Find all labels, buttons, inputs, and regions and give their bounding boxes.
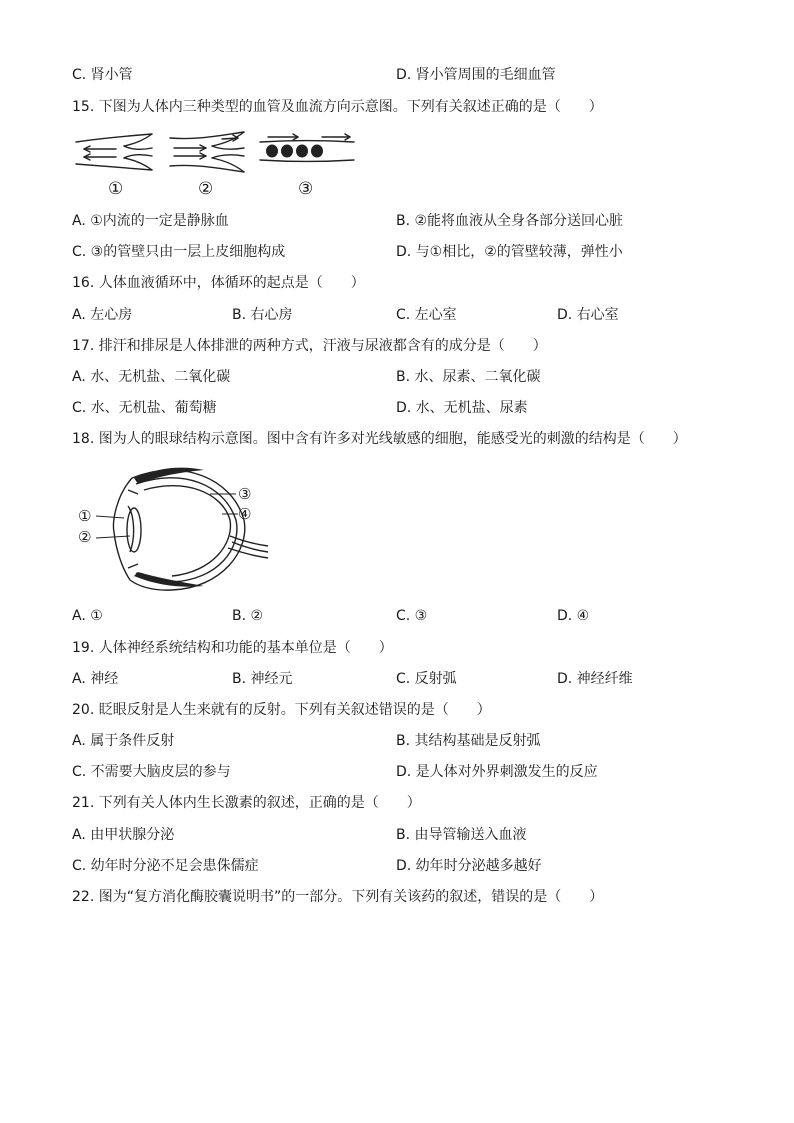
q20-option-a: A. 属于条件反射 — [72, 733, 175, 749]
q21-option-d: D. 幼年时分泌越多越好 — [396, 858, 542, 874]
q17-option-c: C. 水、无机盐、葡萄糖 — [72, 400, 217, 416]
q16-option-b: B. 右心房 — [232, 307, 293, 323]
q15-option-d: D. 与①相比，②的管壁较薄，弹性小 — [396, 244, 623, 260]
q17-option-b: B. 水、尿素、二氧化碳 — [396, 369, 541, 385]
q21-option-a: A. 由甲状腺分泌 — [72, 827, 175, 843]
q20-option-b: B. 其结构基础是反射弧 — [396, 733, 541, 749]
q15-option-c: C. ③的管壁只由一层上皮细胞构成 — [72, 244, 286, 260]
q18-eyeball-figure — [72, 460, 272, 596]
q20-option-c: C. 不需要大脑皮层的参与 — [72, 764, 231, 780]
q19-option-c: C. 反射弧 — [396, 671, 457, 687]
q22-stem: 22. 图为“复方消化酶胶囊说明书”的一部分。下列有关该药的叙述，错误的是（ ） — [72, 889, 604, 905]
q19-option-b: B. 神经元 — [232, 671, 293, 687]
eyeball-diagram — [72, 460, 272, 596]
q20-stem: 20. 眨眼反射是人生来就有的反射。下列有关叙述错误的是（ ） — [72, 702, 491, 718]
q19-option-d: D. 神经纤维 — [557, 671, 633, 687]
q15-label-2: ② — [198, 179, 214, 199]
q15-stem: 15. 下图为人体内三种类型的血管及血流方向示意图。下列有关叙述正确的是（ ） — [72, 99, 603, 115]
q18-label-4: ④ — [238, 505, 252, 523]
q19-option-a: A. 神经 — [72, 671, 119, 687]
q16-option-c: C. 左心室 — [396, 307, 457, 323]
q20-option-d: D. 是人体对外界刺激发生的反应 — [396, 764, 598, 780]
q16-stem: 16. 人体血液循环中，体循环的起点是（ ） — [72, 275, 365, 291]
q14-option-c: C. 肾小管 — [72, 67, 133, 83]
q21-option-c: C. 幼年时分泌不足会患侏儒症 — [72, 858, 259, 874]
q18-option-b: B. ② — [232, 608, 264, 624]
q16-option-a: A. 左心房 — [72, 307, 133, 323]
red-blood-cells — [266, 145, 323, 158]
q18-stem: 18. 图为人的眼球结构示意图。图中含有许多对光线敏感的细胞，能感受光的刺激的结构是（ ） — [72, 431, 687, 447]
q18-option-c: C. ③ — [396, 608, 428, 624]
q18-label-1: ① — [78, 507, 92, 525]
q21-option-b: B. 由导管输送入血液 — [396, 827, 527, 843]
q17-option-a: A. 水、无机盐、二氧化碳 — [72, 369, 231, 385]
q18-label-3: ③ — [238, 485, 252, 503]
q15-label-3: ③ — [298, 179, 314, 199]
q15-option-b: B. ②能将血液从全身各部分送回心脏 — [396, 213, 624, 229]
q18-label-2: ② — [78, 528, 92, 546]
vessel-1-figure — [76, 134, 152, 170]
q19-stem: 19. 人体神经系统结构和功能的基本单位是（ ） — [72, 640, 393, 656]
q15-label-1: ① — [108, 179, 124, 199]
q16-option-d: D. 右心室 — [557, 307, 619, 323]
q18-option-a: A. ① — [72, 608, 103, 624]
q14-option-d: D. 肾小管周围的毛细血管 — [396, 67, 556, 83]
q17-stem: 17. 排汗和排尿是人体排泄的两种方式，汗液与尿液都含有的成分是（ ） — [72, 338, 547, 354]
q21-stem: 21. 下列有关人体内生长激素的叙述，正确的是（ ） — [72, 795, 421, 811]
vessel-2-figure — [170, 132, 244, 172]
q15-option-a: A. ①内流的一定是静脉血 — [72, 213, 229, 229]
q17-option-d: D. 水、无机盐、尿素 — [396, 400, 528, 416]
q18-option-d: D. ④ — [557, 608, 590, 624]
